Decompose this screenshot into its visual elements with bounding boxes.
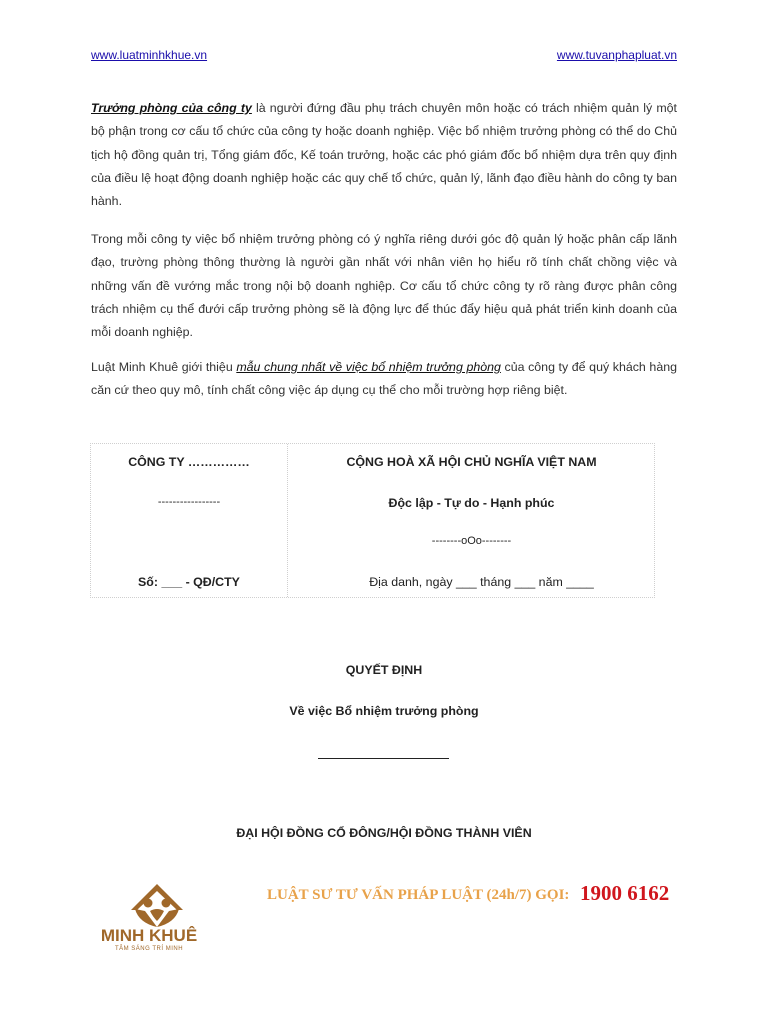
intro-paragraph-1-text: là người đứng đầu phụ trách chuyên môn hoặc có trách nhiệm quản lý một bộ phận trong cơ cấu tổ chức của công ty hoặc doanh nghiệp. Việc bổ nhiệm trưởng phòng có thể do Chủ tịch hộ đồng quản trị, Tổng giám đốc, Kế toán trưởng, hoặc các phó giám đốc bổ nhiệm dựa trên quy định của điều lệ hoạt động doanh nghiệp hoặc các quy chế tổ chức, quản lý, lãnh đạo điều hành do công ty ban hành. — [91, 101, 677, 209]
intro-paragraph-2: Trong mỗi công ty việc bổ nhiệm trưởng phòng có ý nghĩa riêng dưới góc độ quản lý hoặc phân cấp lãnh đạo, trường phòng thông thường là người gần nhất với nhân viên họ hiểu rõ tính chất chồng việc và những vấn đề vướng mắc trong nội bộ doanh nghiệp. Cơ cấu tổ chức công ty rõ ràng được phân công trách nhiệm cụ thể đưới cấp trưởng phòng sẽ là động lực để thúc đẩy hiệu quả phát triển kinh doanh của mỗi doanh nghiệp. — [91, 232, 677, 340]
intro-paragraph-3 — [91, 356, 677, 403]
decision-title: QUYẾT ĐỊNH — [345, 663, 423, 677]
ornament-separator: --------oOo-------- — [431, 535, 512, 547]
hotline-label: LUẬT SƯ TƯ VẤN PHÁP LUẬT (24h/7) GỌI: — [267, 887, 570, 903]
hotline-number[interactable]: 1900 6162 — [580, 881, 670, 905]
place-date-line: Địa danh, ngày ___ tháng ___ năm ____ — [369, 575, 594, 589]
logo-wordmark: MINH KHUÊ — [100, 926, 198, 945]
decision-subtitle: Về việc Bổ nhiệm trưởng phòng — [289, 704, 479, 718]
title-underline-rule — [318, 758, 449, 759]
decision-number: Số: ___ - QĐ/CTY — [138, 575, 240, 589]
company-dash-line: ----------------- — [157, 496, 221, 508]
intro-paragraph-3-tail: của công ty để quý khách hàng căn cứ theo quy mô, tính chất công việc áp dụng cụ thể cho mỗi trường hợp riêng biệt. — [91, 360, 677, 398]
template-link[interactable]: mẫu chung nhất về việc bổ nhiệm trưởng phòng — [236, 360, 501, 374]
intro-paragraph-3-lead: Luật Minh Khuê giới thiệu — [91, 360, 237, 374]
intro-paragraph-1 — [91, 97, 677, 213]
luatminhkhue-link[interactable]: www.luatminhkhue.vn — [91, 48, 208, 62]
tuvanphapluat-link[interactable]: www.tuvanphapluat.vn — [556, 48, 677, 62]
term-highlight: Trưởng phòng của công ty — [91, 101, 252, 115]
national-motto: Độc lập - Tự do - Hạnh phúc — [388, 496, 555, 510]
company-name: CÔNG TY …………… — [128, 455, 250, 469]
assembly-heading: ĐẠI HỘI ĐỒNG CỔ ĐÔNG/HỘI ĐỒNG THÀNH VIÊN — [236, 826, 532, 840]
form-header-table — [90, 443, 655, 598]
logo-tagline: TÂM SÁNG TRÍ MINH — [114, 946, 184, 952]
national-title: CỘNG HOÀ XÃ HỘI CHỦ NGHĨA VIỆT NAM — [346, 455, 597, 469]
